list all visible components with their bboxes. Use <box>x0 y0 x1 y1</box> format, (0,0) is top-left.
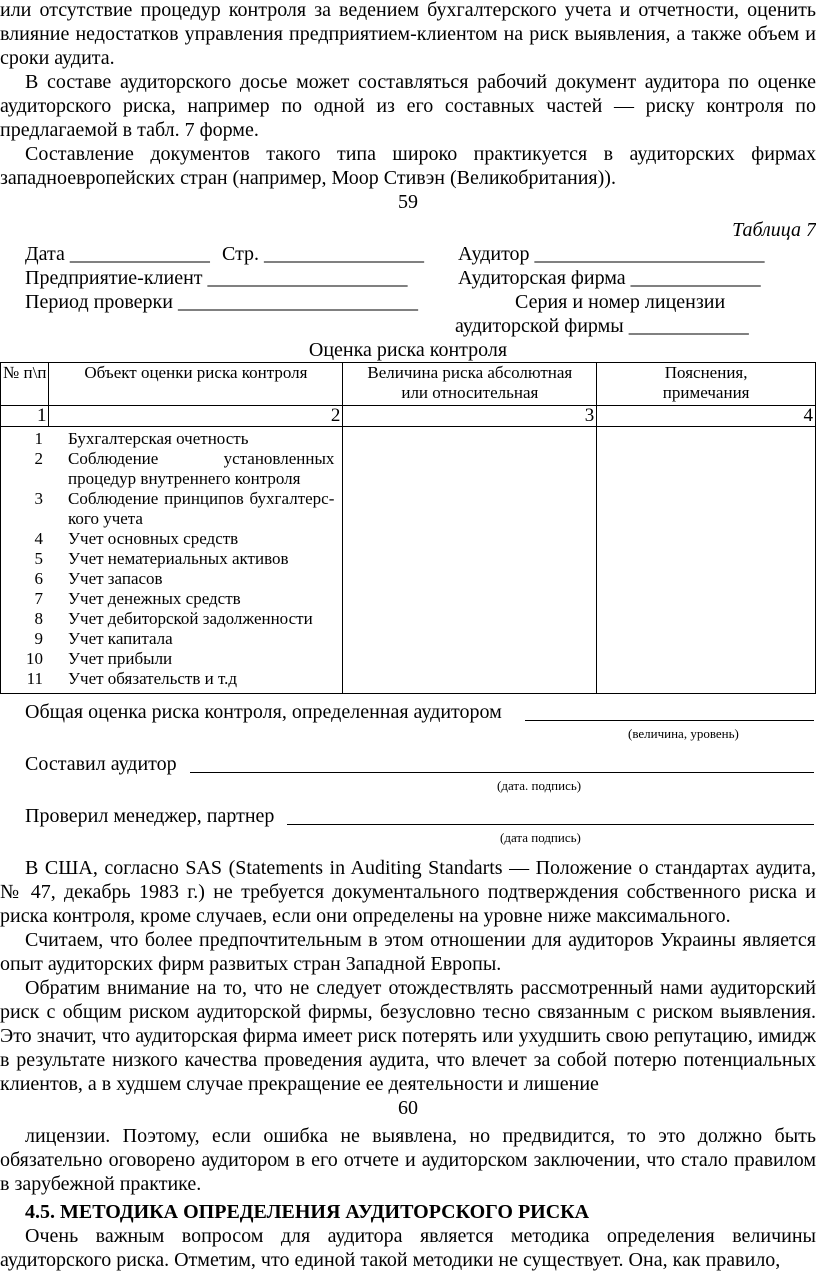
client-field: Предприятие-клиент ____________________ <box>25 267 408 289</box>
firm-field: Аудиторская фирма _____________ <box>458 267 761 289</box>
row-text: Учет обязательств и т.д <box>68 669 238 688</box>
row-number: 10 <box>26 649 43 668</box>
row-number: 11 <box>26 669 43 688</box>
overall-risk-label: Общая оценка риска контроля, определенная аудитором <box>25 701 502 723</box>
overall-risk-hint: (величина, уровень) <box>628 726 739 741</box>
checked-by-hint: (дата подпись) <box>500 830 581 845</box>
license-firm-field: аудиторской фирмы ____________ <box>455 315 749 337</box>
auditor-field: Аудитор _______________________ <box>458 243 765 265</box>
table-row <box>1 549 334 569</box>
date-field: Дата ______________ <box>25 243 210 265</box>
row-text: Соблюдение установленных процедур внутреннего контроля <box>68 449 335 488</box>
row-text: Учет запасов <box>68 569 163 588</box>
table-row <box>1 429 334 449</box>
overall-risk-line <box>0 700 816 752</box>
paragraph-firm-risk: Обратим внимание на то, что не следует отождествлять рассмотренный нами аудиторский риск с общим риском аудиторской фирмы, безусловно тесно связанным с риском выявления. Это значит, что аудиторская фирма имеет риск потерять или ухудшить свою репутацию, имидж в результате низкого качества проведения аудита, что влечет за собой потерю потенциальных клиентов, а в худшем случае прекращение ее деятельности и лишение <box>0 977 816 1095</box>
paragraph-ukraine: Считаем, что более предпочтительным в этом отношении для аудиторов Украины является опыт аудиторских фирм развитых стран Западной Европы. <box>0 929 816 975</box>
table-row <box>1 669 334 689</box>
col-number: 2 <box>49 406 343 427</box>
table-row <box>1 529 334 549</box>
page-field: Стр. ________________ <box>222 243 425 265</box>
paragraph-practice: Составление документов такого типа широко практикуется в аудиторских фирмах западноевропейских стран (например, Моор Стивэн (Великобритания)). <box>0 143 816 189</box>
compiled-by-hint: (дата. подпись) <box>497 778 582 793</box>
table-caption: Таблица 7 <box>732 219 816 241</box>
col-number: 4 <box>597 406 816 427</box>
row-number: 5 <box>34 549 43 568</box>
row-text: Учет дебиторской задолженности <box>68 609 313 628</box>
page-number: 59 <box>398 191 418 213</box>
row-number: 3 <box>34 489 43 508</box>
row-number: 1 <box>34 429 43 448</box>
row-text: Учет основных средств <box>68 529 239 548</box>
header-object: Объект оценки риска контроля <box>49 363 343 406</box>
objects-cell <box>1 427 343 694</box>
row-text: Учет нематериальных активов <box>68 549 289 568</box>
row-text: Учет денежных средств <box>68 589 241 608</box>
license-field: Серия и номер лицензии <box>515 291 726 313</box>
header-number: № п\п <box>1 363 49 406</box>
table-row <box>1 489 334 529</box>
compiled-by-label: Составил аудитор <box>25 753 177 775</box>
paragraph-sas: В США, согласно SAS (Statements in Auditing Standarts — Положение о стандартах аудита, № 47, декабрь 1983 г.) не требуется документального подтверждения собственного риска и риска контроля, кроме случаев, если они определены на уровне ниже максимального. <box>0 857 816 927</box>
checked-by-label: Проверил менеджер, партнер <box>25 805 275 827</box>
checked-by-underline <box>287 824 814 825</box>
table-title: Оценка риска контроля <box>308 339 508 361</box>
row-number: 9 <box>34 629 43 648</box>
page-number: 60 <box>398 1097 418 1119</box>
paragraph-license: лицензии. Поэтому, если ошибка не выявлена, но предвидится, то это должно быть обязательно оговорено аудитором в его отчете и аудиторском заключении, что стало правилом в зарубежной практике. <box>0 1125 816 1195</box>
row-text: Соблюдение принципов бухгалтерс-кого учета <box>68 489 335 528</box>
table-row <box>1 609 334 629</box>
table-row <box>1 589 334 609</box>
table-body-row <box>1 427 816 694</box>
row-text: Учет прибыли <box>68 649 173 668</box>
table-row <box>1 569 334 589</box>
value-cell <box>343 427 597 694</box>
notes-cell <box>597 427 816 694</box>
row-number: 7 <box>34 589 43 608</box>
paragraph-methodology: Очень важным вопросом для аудитора является методика определения величины аудиторского риска. Отметим, что единой такой методики не существует. Она, как правило, <box>0 1225 816 1271</box>
row-text: Учет капитала <box>68 629 173 648</box>
section-heading: 4.5. МЕТОДИКА ОПРЕДЕЛЕНИЯ АУДИТОРСКОГО РИСКА <box>25 1201 590 1223</box>
risk-table <box>0 362 816 694</box>
table-row <box>1 449 334 489</box>
compiled-by-line <box>0 752 816 804</box>
row-text: Бухгалтерская очетность <box>68 429 249 448</box>
paragraph-continuation: или отсутствие процедур контроля за ведением бухгалтерского учета и отчетности, оценить влияние недостатков управления предприятием-клиентом на риск выявления, а также объем и сроки аудита. <box>0 0 816 69</box>
table-number-row <box>1 406 816 427</box>
table-row <box>1 629 334 649</box>
row-number: 6 <box>34 569 43 588</box>
form-header <box>0 242 816 342</box>
overall-risk-underline <box>525 720 814 721</box>
header-notes: Пояснения, примечания <box>597 363 816 406</box>
paragraph-dossier: В составе аудиторского досье может составляться рабочий документ аудитора по оценке аудиторского риска, например по одной из его составных частей — риску контроля по предлагаемой в табл. 7 форме. <box>0 71 816 141</box>
row-number: 2 <box>34 449 43 468</box>
row-number: 8 <box>34 609 43 628</box>
col-number: 1 <box>1 406 49 427</box>
table-header-row <box>1 363 816 406</box>
compiled-by-underline <box>190 772 814 773</box>
col-number: 3 <box>343 406 597 427</box>
header-value: Величина риска абсолютная или относительная <box>343 363 597 406</box>
table-row <box>1 649 334 669</box>
checked-by-line <box>0 804 816 856</box>
period-field: Период проверки ________________________ <box>25 291 418 313</box>
row-number: 4 <box>34 529 43 548</box>
